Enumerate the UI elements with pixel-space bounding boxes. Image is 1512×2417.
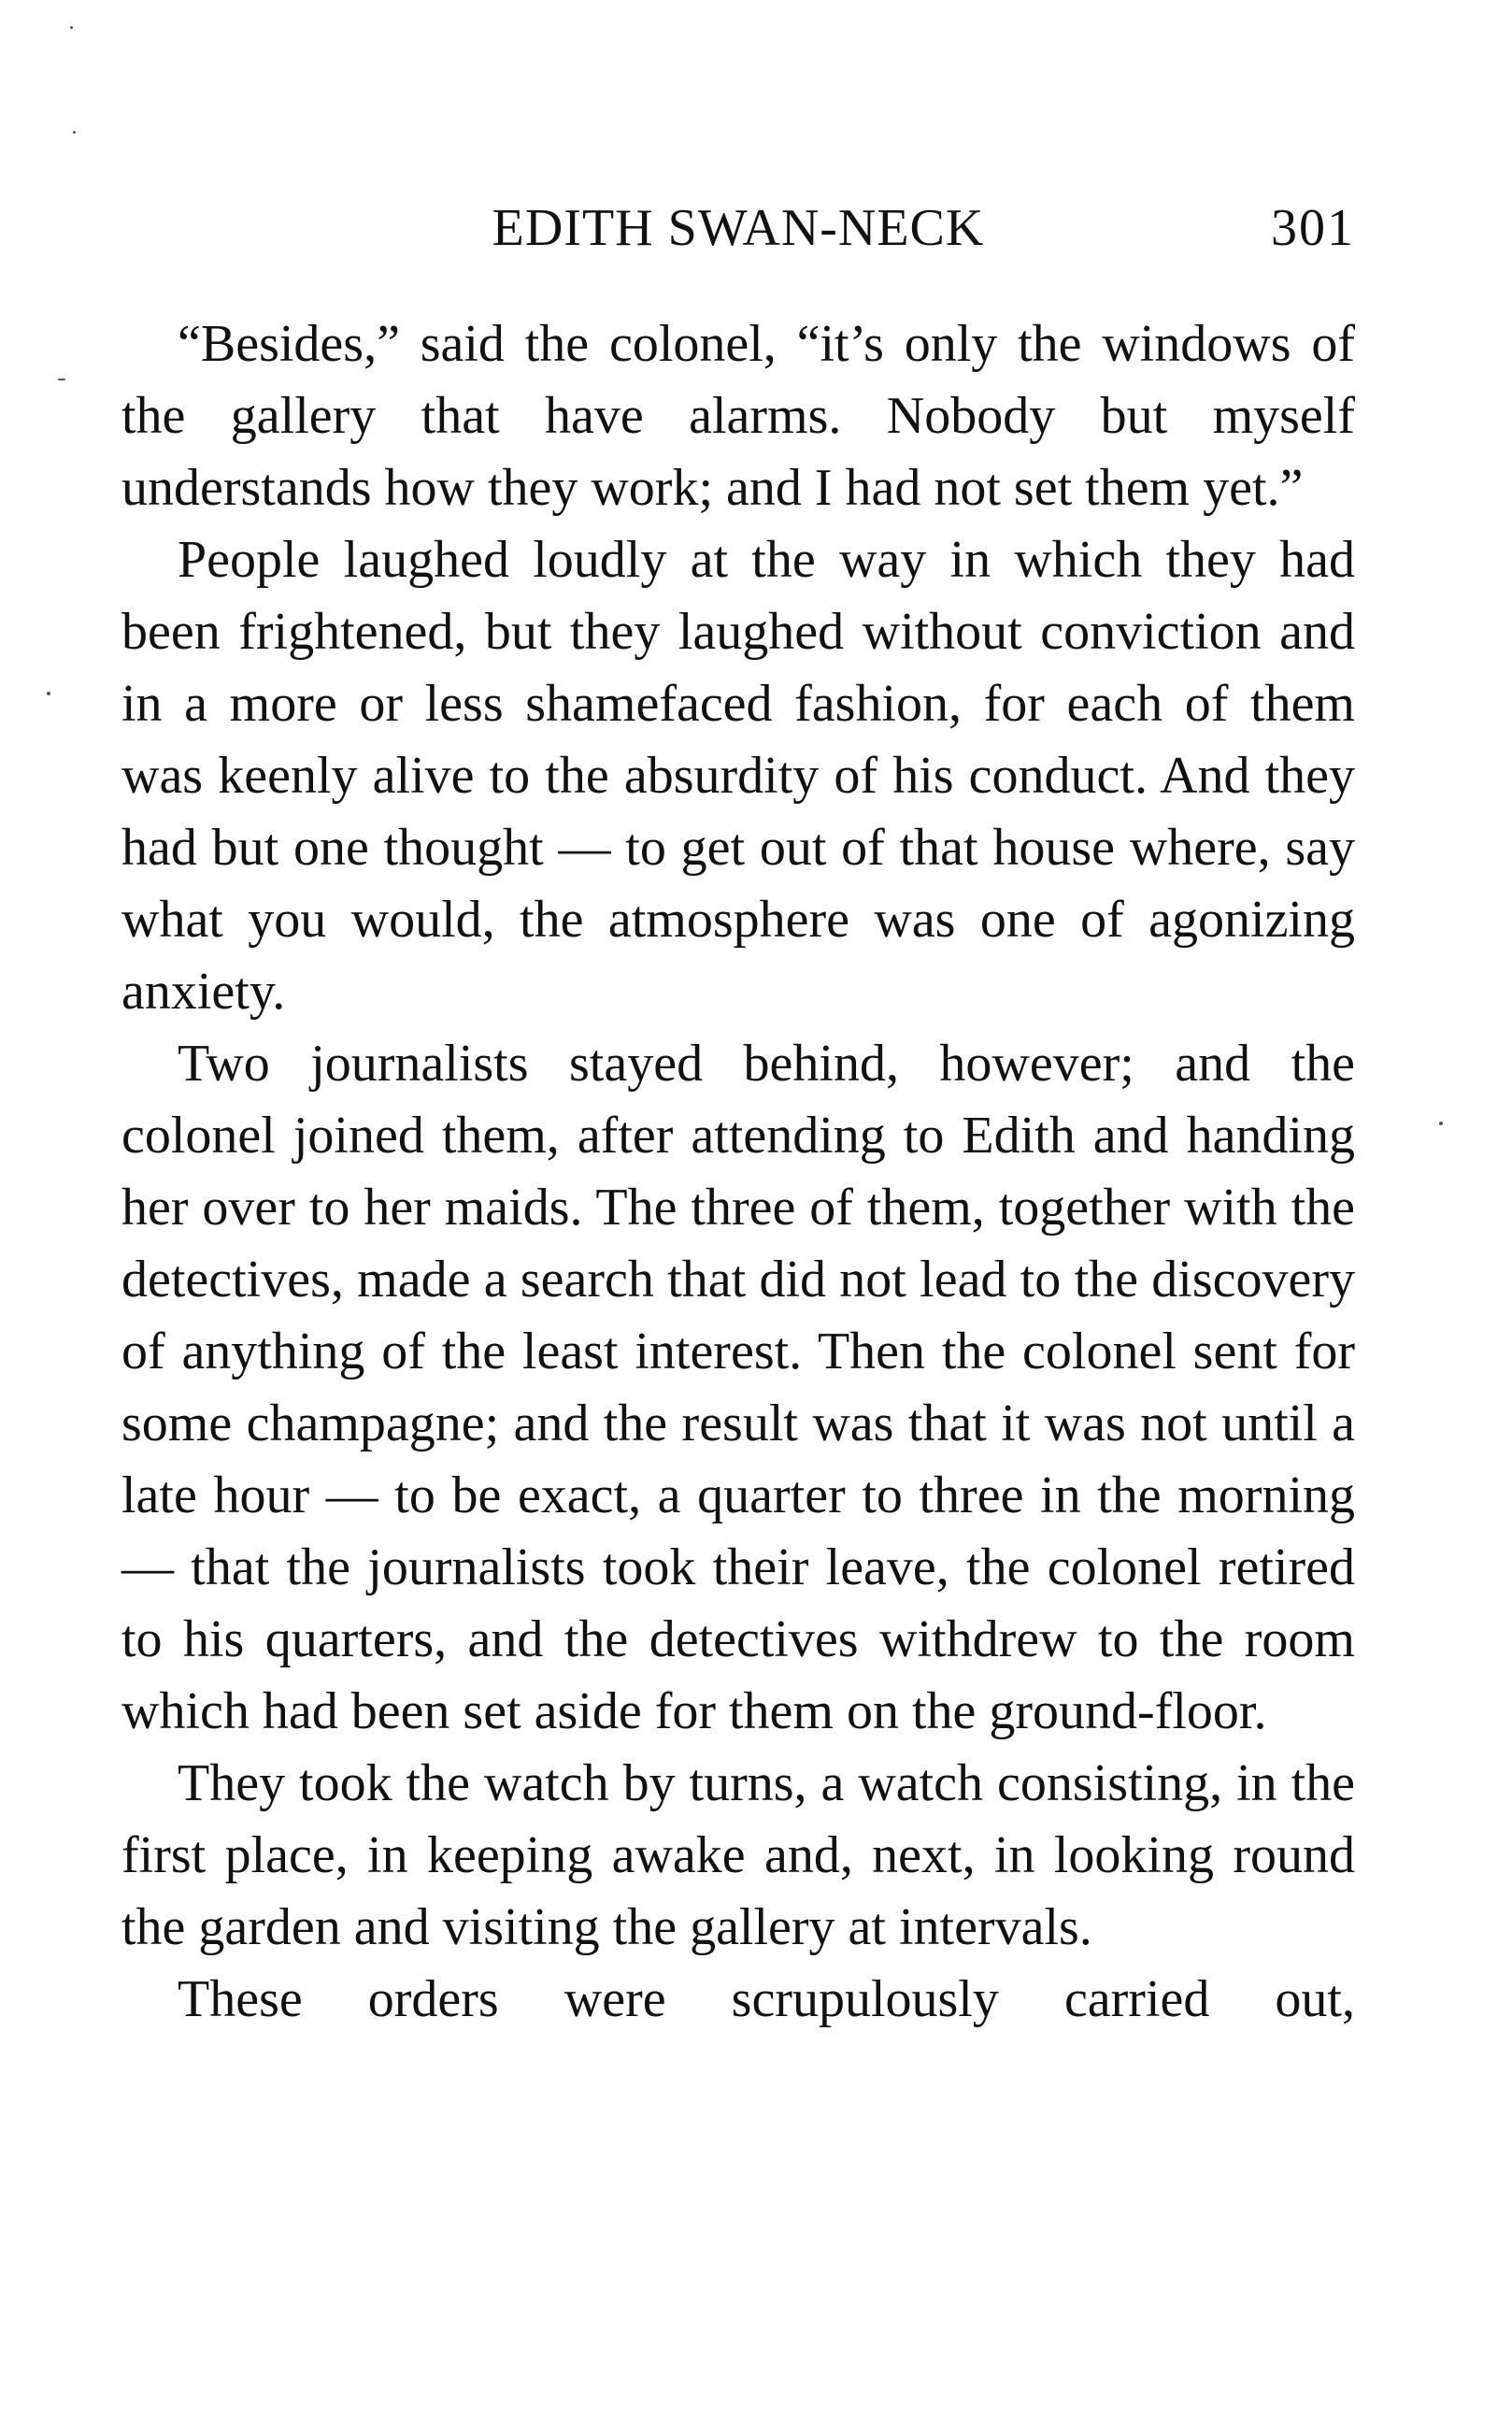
paragraph-3: Two journalists stayed behind, however; and the colonel joined them, after attending to Edith and handing her over to her maids. The three of them, together with the detectives, made a search that did not lead to the discovery of anything of the least interest. Then the colonel sent for some champagne; and the result was that it was not until a late hour — to be exact, a quarter to three in the morning — that the journalists took their leave, the colonel retired to his quarters, and the detectives withdrew to the room which had been set aside for them on the ground-floor. [121,1035,1355,1740]
scan-speck [73,131,76,134]
running-head [121,198,1355,264]
text-body [121,308,1355,2036]
scan-speck [70,26,73,29]
paragraph-4: They took the watch by turns, a watch consisting, in the first place, in keeping awake and, next, in looking round the garden and visiting the gallery at intervals. [121,1754,1355,1956]
scan-speck [58,379,65,380]
paragraph-5: These orders were scrupulously carried out, [178,1970,1355,2028]
paragraph-2: People laughed loudly at the way in which they had been frightened, but they laughed without conviction and in a more or less shamefaced fashion, for each of them was keenly alive to the absurdity of his conduct. And they had but one thought — to get out of that house where, say what you would, the atmosphere was one of agonizing anxiety. [121,531,1355,1021]
paragraph-1: “Besides,” said the colonel, “it’s only the windows of the gallery that have alarms. Nobody but myself understands how they work; and I had not set them yet.” [121,315,1355,517]
scan-speck [1439,1122,1443,1125]
page-number: 301 [1271,199,1355,257]
running-title: EDITH SWAN-NECK [492,199,985,257]
scan-speck [47,692,50,695]
